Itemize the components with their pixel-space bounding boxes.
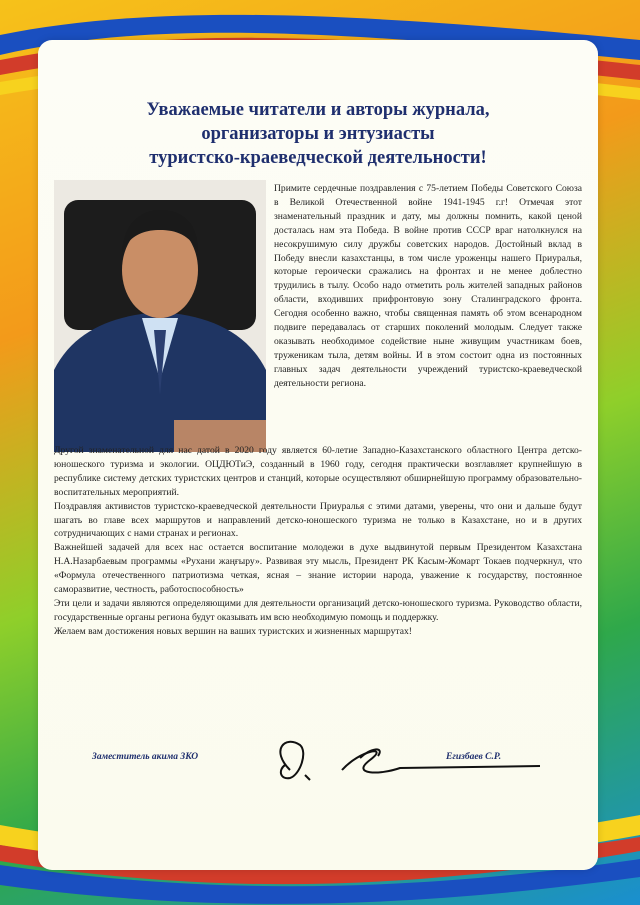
title-line-3: туристско-краеведческой деятельности! — [149, 148, 487, 168]
title-line-2: организаторы и энтузиасты — [201, 124, 435, 144]
paragraph: Поздравляя активистов туристско-краеведческой деятельности Приуралья с этими датами, уверены, что они и дальше будут шагать во главе всех маршрутов и направлений детско-юношеского туризма не только в Казахстане, но и в других сотрудничающих с нами странах и регионах. — [54, 500, 582, 540]
paragraph: Важнейшей задачей для всех нас остается воспитание молодежи в духе выдвинутой первым Президентом Казахстана Н.А.Назарбаевым программы «Рухани жаңғыру». Развивая эту мысль, Президент РК Касым-Жомарт Токаев подчеркнул, что «Формула отечественного патриотизма четкая, ясная – знание истории народа, уважение к государству, постоянное саморазвитие, честность, работоспособность» — [54, 542, 582, 596]
paragraph: Другой знаменательной для нас датой в 2020 году является 60-летие Западно-Казахстанского областного Центра детско-юношеского туризма и экологии. ОЦДЮТиЭ, созданный в 1960 году, сегодня практически возглавляет крупнейшую в республике систему детских туристских центров и станций, которые осуществляют обширнейшую программу образовательно-воспитательных мероприятий. — [54, 445, 582, 498]
paragraph: Эти цели и задачи являются определяющими для деятельности организаций детско-юношеского туризма. Руководство области, государственные органы региона будут оказывать им всю необходимую помощь и поддержку. — [54, 597, 582, 623]
letter-title — [38, 98, 598, 170]
letter-card — [38, 40, 598, 870]
handwritten-signature — [250, 730, 550, 790]
title-line-1: Уважаемые читатели и авторы журнала, — [146, 100, 490, 120]
body-text — [54, 444, 582, 639]
portrait-photo — [54, 180, 266, 452]
intro-text: Примите сердечные поздравления с 75-летием Победы Советского Союза в Великой Отечественной войне 1941-1945 г.г! Отмечая этот знаменательный праздник и дату, мы должны помнить, какой ценой досталась нам эта Победа. В войне против СССР враг натолкнулся на несокрушимую силу дружбы советских народов. Достойный вклад в Победу внесли казахстанцы, в том числе уроженцы нашего Приуралья, которые героически сражались на фронтах и не менее доблестно трудились в тылу. Особо надо отметить роль жителей западных районов области, входивших прифронтовую зону Сталинградского фронта. Сегодня особенно важно, чтобы священная память об этом всенародном подвиге передавалась от старших поколений молодым. Следует также оказывать необходимое содействие ныне живущим участникам боев, труженикам тыла, детям войны. И в этом состоит одна из постоянных главных задач деятельности учреждений туристско-краеведческой деятельности региона. — [274, 183, 582, 389]
signatory-position: Заместитель акима ЗКО — [92, 752, 199, 762]
signatory-name: Егизбаев С.Р. — [446, 752, 502, 762]
paragraph: Желаем вам достижения новых вершин на ваших туристских и жизненных маршрутах! — [54, 625, 412, 637]
